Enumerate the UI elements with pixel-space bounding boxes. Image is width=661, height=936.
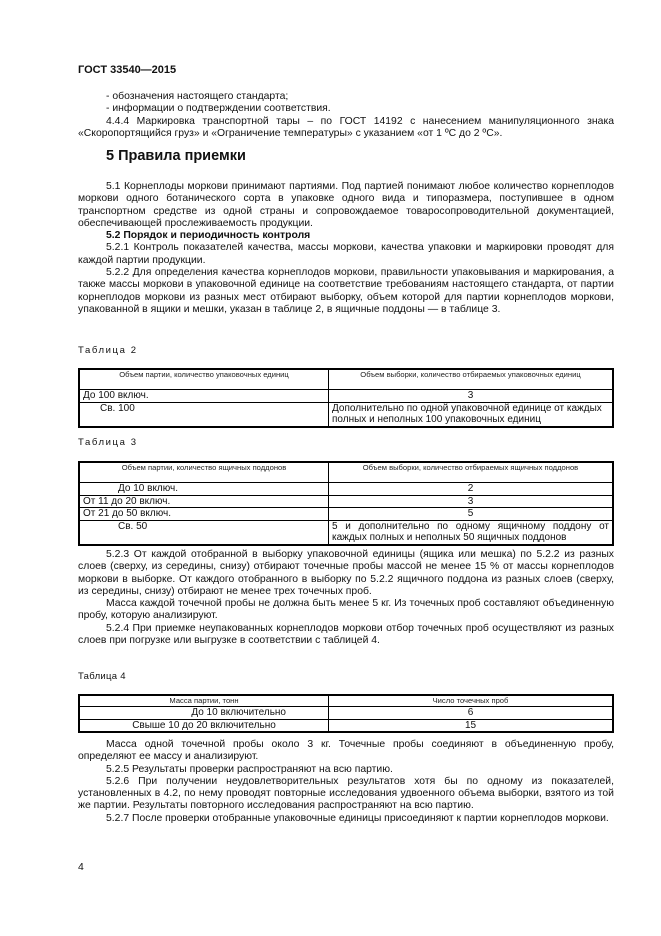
page-number: 4 <box>78 862 84 873</box>
table-cell: До 10 включительно <box>79 707 329 720</box>
paragraph-5-2-3: 5.2.3 От каждой отобранной в выборку упаковочной единицы (ящика или мешка) по 5.2.2 из разных слоев (сверху, из середины, снизу) отбирают точечные пробы массой не менее 15 % от массы корнеплодов моркови в выборке. От каждого отобранного в выборку по 5.2.2 ящичного поддона из разных слоев (сверху, из середины, снизу) отбирают не менее трех точечных проб. <box>78 549 614 597</box>
table-cell: До 100 включ. <box>79 390 329 403</box>
table-cell: 3 <box>329 390 614 403</box>
table-cell: Св. 100 <box>79 402 329 427</box>
subsection-title: 5.2 Порядок и периодичность контроля <box>106 230 311 242</box>
table-cell: До 10 включ. <box>79 483 329 496</box>
paragraph-5-2-1: 5.2.1 Контроль показателей качества, массы моркови, качества упаковки и маркировки проводят для каждой партии продукции. <box>78 242 614 266</box>
table-cell: 5 <box>329 508 614 521</box>
table-header: Масса партии, тонн <box>79 695 329 707</box>
sampling-block <box>78 549 614 647</box>
paragraph: Масса каждой точечной пробы не должна быть менее 5 кг. Из точечных проб составляют объединенную пробу, которую анализируют. <box>78 598 614 622</box>
table-row <box>79 508 613 521</box>
table3-label: Таблица 3 <box>78 437 138 448</box>
table-row <box>79 495 613 508</box>
table-cell: Дополнительно по одной упаковочной единице от каждых полных и неполных 100 упаковочных единиц <box>329 402 614 427</box>
table3 <box>78 461 614 546</box>
table2 <box>78 368 614 428</box>
table-cell: От 11 до 20 включ. <box>79 495 329 508</box>
section-title: 5 Правила приемки <box>106 148 246 164</box>
table4-label: Таблица 4 <box>78 671 126 682</box>
paragraph-5-1: 5.1 Корнеплоды моркови принимают партиями. Под партией понимают любое количество корнеплодов моркови одного ботанического сорта в упаковке одного вида и типоразмера, поступившее в одном транспортном средстве из одной страны и сопровождаемое товаросопроводительной документацией, обеспечивающей прослеживаемость продукции. <box>78 181 614 229</box>
table-row <box>79 402 613 427</box>
table-cell: Свыше 10 до 20 включительно <box>79 719 329 732</box>
table-cell: 2 <box>329 483 614 496</box>
document-header: ГОСТ 33540—2015 <box>78 64 177 76</box>
table-header: Объем партии, количество ящичных поддонов <box>79 462 329 483</box>
table2-label: Таблица 2 <box>78 345 138 356</box>
table-cell: 6 <box>329 707 614 720</box>
table-header: Объем выборки, количество отбираемых упаковочных единиц <box>329 369 614 390</box>
intro-block <box>78 91 614 140</box>
results-block <box>78 739 614 825</box>
paragraph: Масса одной точечной пробы около 3 кг. Точечные пробы соединяют в объединенную пробу, определяют ее массу и анализируют. <box>78 739 614 763</box>
paragraph-5-2-4: 5.2.4 При приемке неупакованных корнеплодов моркови отбор точечных проб осуществляют из разных слоев при погрузке или выгрузке в соответствии с таблицей 4. <box>78 622 614 647</box>
table-row <box>79 483 613 496</box>
paragraph-5-2-7: 5.2.7 После проверки отобранные упаковочные единицы присоединяют к партии корнеплодов моркови. <box>106 812 609 824</box>
paragraph: - информации о подтверждении соответствия. <box>106 103 331 115</box>
table-header: Объем выборки, количество отбираемых ящичных поддонов <box>329 462 614 483</box>
table-row <box>79 719 613 732</box>
table-row <box>79 707 613 720</box>
paragraph: 4.4.4 Маркировка транспортной тары – по ГОСТ 14192 с нанесением манипуляционного знака «Скоропортящийся груз» и «Ограничение температуры» с указанием «от 1 ºС до 2 ºС». <box>78 115 614 139</box>
paragraph-5-2-5: 5.2.5 Результаты проверки распространяют на всю партию. <box>106 763 393 775</box>
table-header: Объем партии, количество упаковочных единиц <box>79 369 329 390</box>
table-cell: 3 <box>329 495 614 508</box>
table-row <box>79 520 613 545</box>
table-header: Число точечных проб <box>329 695 614 707</box>
paragraph-5-2-6: 5.2.6 При получении неудовлетворительных результатов хотя бы по одному из показателей, установленных в 4.2, по нему проводят повторные исследования удвоенного объема выборки, взятого из той же партии. Результаты повторного исследования распространяют на всю партию. <box>78 775 614 812</box>
paragraph-5-2-2: 5.2.2 Для определения качества корнеплодов моркови, правильности упаковывания и маркирования, а также массы моркови в упаковочной единице на соответствие требованиям настоящего стандарта, от партии корнеплодов моркови из разных мест отбирают выборку, объем которой для партии корнеплодов моркови, упакованной в ящики и мешки, указан в таблице 2, в ящичные поддоны — в таблице 3. <box>78 267 614 315</box>
table-cell: От 21 до 50 включ. <box>79 508 329 521</box>
paragraph: - обозначения настоящего стандарта; <box>106 91 289 102</box>
table4 <box>78 694 614 733</box>
table-cell: Св. 50 <box>79 520 329 545</box>
section-body <box>78 181 614 316</box>
table-row <box>79 390 613 403</box>
table-cell: 5 и дополнительно по одному ящичному поддону от каждых полных и неполных 50 ящичных поддонов <box>329 520 614 545</box>
table-cell: 15 <box>329 719 614 732</box>
